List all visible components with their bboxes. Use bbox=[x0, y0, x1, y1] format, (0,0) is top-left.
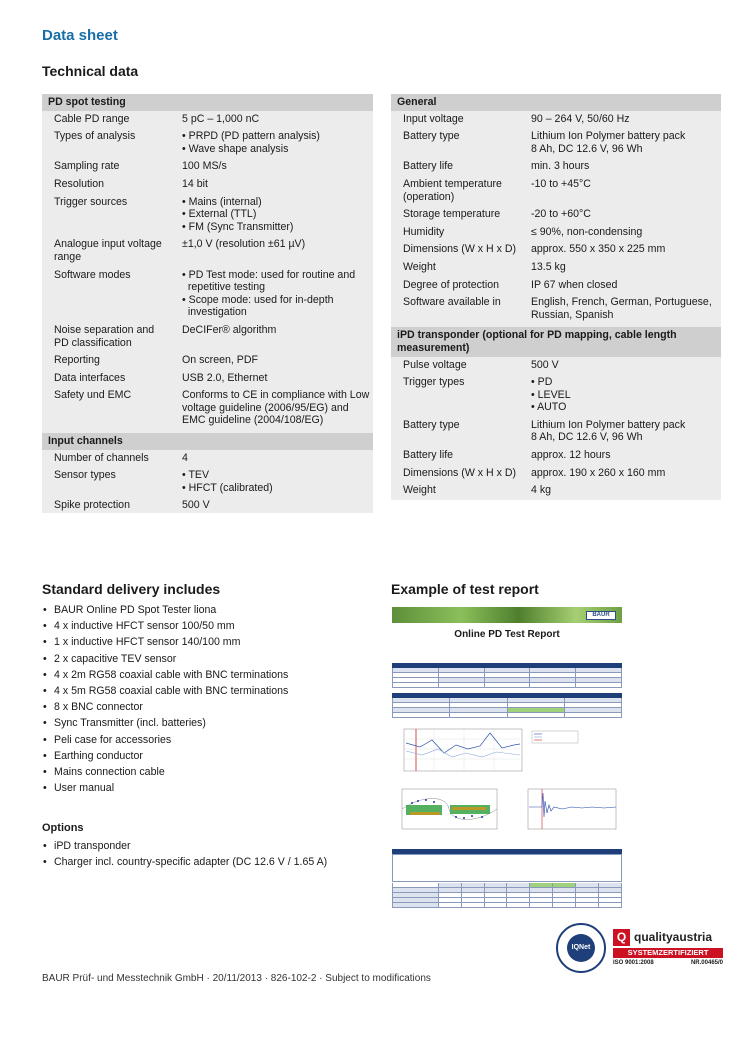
spec-row bbox=[391, 206, 721, 224]
list-item: • 4 x 2m RG58 coaxial cable with BNC terminations bbox=[42, 667, 372, 683]
list-item: • Sync Transmitter (incl. batteries) bbox=[42, 715, 372, 731]
spec-row bbox=[391, 111, 721, 129]
spec-value bbox=[531, 419, 685, 444]
spec-value bbox=[182, 324, 276, 349]
spec-value bbox=[182, 469, 273, 494]
spec-label: Software available in bbox=[403, 296, 501, 309]
spec-value-line: investigation bbox=[182, 306, 247, 319]
qualityaustria-name: qualityaustria bbox=[634, 930, 713, 944]
spec-value-line: ±1,0 V (resolution ±61 µV) bbox=[182, 238, 306, 251]
ipd-transponder-rows bbox=[391, 357, 721, 500]
spec-value-line: 90 – 264 V, 50/60 Hz bbox=[531, 112, 630, 125]
pd-spot-testing-rows bbox=[42, 111, 373, 430]
spec-value bbox=[531, 113, 630, 126]
spec-label: Noise separation and PD classification bbox=[54, 323, 155, 349]
test-report-heading: Example of test report bbox=[391, 581, 539, 597]
spec-value bbox=[182, 130, 320, 155]
iso-label: ISO 9001:2008 bbox=[613, 960, 654, 966]
spec-value bbox=[182, 269, 355, 319]
spec-row bbox=[391, 176, 721, 206]
spec-row bbox=[391, 128, 721, 158]
list-item: • Peli case for accessories bbox=[42, 732, 372, 748]
spec-row bbox=[42, 467, 373, 497]
spec-value-line: 4 kg bbox=[531, 484, 552, 497]
right-spec-panel bbox=[391, 94, 721, 500]
spec-value bbox=[531, 449, 611, 462]
spec-label: Sampling rate bbox=[54, 160, 120, 173]
spec-label: Resolution bbox=[54, 177, 105, 190]
spec-label: Spike protection bbox=[54, 499, 130, 512]
spec-row bbox=[42, 497, 373, 515]
spec-row bbox=[391, 482, 721, 500]
spec-row bbox=[391, 447, 721, 465]
spec-value-line: English, French, German, Portuguese, bbox=[531, 296, 712, 309]
spec-value-line: 500 V bbox=[182, 499, 210, 512]
list-item: • 1 x inductive HFCT sensor 140/100 mm bbox=[42, 634, 372, 650]
spec-value-line: 8 Ah, DC 12.6 V, 96 Wh bbox=[531, 142, 643, 155]
spec-value bbox=[531, 467, 665, 480]
spec-row bbox=[42, 387, 373, 430]
options-heading: Options bbox=[42, 822, 84, 834]
list-item: • 2 x capacitive TEV sensor bbox=[42, 651, 372, 667]
spec-label: Storage temperature bbox=[403, 208, 501, 221]
spec-label: Ambient temperature (operation) bbox=[403, 177, 502, 203]
systemzertifiziert-band: SYSTEMZERTIFIZIERT bbox=[613, 948, 723, 958]
spec-value-line: • Scope mode: used for in-depth bbox=[182, 293, 334, 306]
spec-value-line: • LEVEL bbox=[531, 388, 571, 401]
spec-value-line: • HFCT (calibrated) bbox=[182, 481, 273, 494]
list-item: • Mains connection cable bbox=[42, 764, 372, 780]
spec-value bbox=[531, 208, 591, 221]
spec-value bbox=[531, 279, 617, 292]
spec-value bbox=[531, 261, 566, 274]
spec-label: Pulse voltage bbox=[403, 358, 467, 371]
qualityaustria-q-icon: Q bbox=[613, 929, 630, 946]
spec-value-line: Lithium Ion Polymer battery pack bbox=[531, 130, 686, 143]
spec-value bbox=[531, 226, 642, 239]
spec-value-line: DeCIFer® algorithm bbox=[182, 323, 277, 336]
spec-row bbox=[391, 224, 721, 242]
spec-label: Degree of protection bbox=[403, 278, 499, 291]
spec-value-line: • PD Test mode: used for routine and bbox=[182, 268, 356, 281]
report-banner bbox=[392, 607, 622, 623]
spec-value-line: EMC guideline (2004/108/EG) bbox=[182, 414, 324, 427]
spec-value bbox=[182, 113, 259, 126]
spec-value-line: ≤ 90%, non-condensing bbox=[531, 225, 643, 238]
list-item: • Earthing conductor bbox=[42, 748, 372, 764]
input-channels-rows bbox=[42, 450, 373, 515]
spec-row bbox=[42, 111, 373, 129]
spec-row bbox=[391, 158, 721, 176]
spec-value bbox=[182, 196, 293, 234]
spec-value bbox=[531, 296, 712, 321]
spec-row bbox=[391, 357, 721, 375]
spec-row bbox=[42, 128, 373, 158]
spec-value bbox=[182, 238, 305, 263]
spec-value-line: approx. 190 x 260 x 160 mm bbox=[531, 466, 666, 479]
spec-value bbox=[182, 389, 369, 427]
spec-row bbox=[391, 374, 721, 417]
spec-value bbox=[182, 452, 188, 465]
spec-value bbox=[531, 160, 589, 173]
spec-value bbox=[182, 160, 227, 173]
spec-label: Battery life bbox=[403, 449, 454, 462]
general-rows bbox=[391, 111, 721, 325]
spec-value-line: • TEV bbox=[182, 469, 210, 482]
spec-label: Weight bbox=[403, 484, 436, 497]
list-item: • 8 x BNC connector bbox=[42, 699, 372, 715]
spec-value-line: • PRPD (PD pattern analysis) bbox=[182, 130, 320, 143]
spec-value-line: • AUTO bbox=[531, 401, 567, 414]
spec-row bbox=[391, 417, 721, 447]
left-spec-panel bbox=[42, 94, 373, 513]
spec-label: Cable PD range bbox=[54, 112, 130, 125]
list-item: • iPD transponder bbox=[42, 838, 372, 854]
spec-value-line: IP 67 when closed bbox=[531, 278, 618, 291]
spec-label: Safety und EMC bbox=[54, 389, 132, 402]
spec-value-line: repetitive testing bbox=[182, 281, 266, 294]
spec-label: Sensor types bbox=[54, 469, 116, 482]
list-item: • BAUR Online PD Spot Tester liona bbox=[42, 602, 372, 618]
spec-value-line: approx. 12 hours bbox=[531, 449, 611, 462]
spec-value-line: min. 3 hours bbox=[531, 160, 590, 173]
spec-row bbox=[42, 370, 373, 388]
list-item: • 4 x inductive HFCT sensor 100/50 mm bbox=[42, 618, 372, 634]
spec-row bbox=[391, 241, 721, 259]
spec-value bbox=[182, 354, 258, 367]
spec-value-line: 13.5 kg bbox=[531, 260, 566, 273]
list-item: • 4 x 5m RG58 coaxial cable with BNC terminations bbox=[42, 683, 372, 699]
list-item: • Charger incl. country-specific adapter (DC 12.6 V / 1.65 A) bbox=[42, 854, 372, 870]
spec-label: Battery life bbox=[403, 160, 454, 173]
baur-logo: BAUR bbox=[586, 611, 616, 620]
spec-value bbox=[182, 499, 210, 512]
spec-value-line: • Wave shape analysis bbox=[182, 142, 289, 155]
test-report-thumbnail bbox=[392, 607, 622, 909]
spec-row bbox=[391, 465, 721, 483]
spec-value bbox=[182, 178, 208, 191]
pd-spot-testing-header: PD spot testing bbox=[42, 94, 373, 111]
general-header: General bbox=[391, 94, 721, 111]
qualityaustria-certificate bbox=[613, 929, 723, 973]
spec-label: Data interfaces bbox=[54, 371, 126, 384]
report-test-details-table bbox=[392, 693, 622, 718]
spec-value-line: 5 pC – 1,000 nC bbox=[182, 112, 260, 125]
input-channels-header: Input channels bbox=[42, 433, 373, 450]
footer: BAUR Prüf- und Messtechnik GmbH · 20/11/2013 · 826-102-2 · Subject to modifications bbox=[42, 973, 431, 984]
spec-value-line: • PD bbox=[531, 376, 553, 389]
spec-label: Trigger types bbox=[403, 376, 465, 389]
spec-value bbox=[531, 376, 571, 414]
spec-row bbox=[42, 158, 373, 176]
spec-value-line: USB 2.0, Ethernet bbox=[182, 371, 268, 384]
list-item: • User manual bbox=[42, 780, 372, 796]
spec-value bbox=[531, 359, 559, 372]
page-title: Data sheet bbox=[42, 27, 118, 44]
spec-row bbox=[42, 236, 373, 266]
spec-value-line: On screen, PDF bbox=[182, 354, 258, 367]
spec-value-line: • External (TTL) bbox=[182, 208, 257, 221]
spec-row bbox=[42, 176, 373, 194]
spec-label: Battery type bbox=[403, 418, 460, 431]
spec-value bbox=[531, 178, 591, 203]
certificate-number: NR.00465/0 bbox=[690, 960, 723, 966]
report-asset-table bbox=[392, 663, 622, 688]
spec-value-line: -20 to +60°C bbox=[531, 208, 591, 221]
spec-label: Dimensions (W x H x D) bbox=[403, 466, 517, 479]
spec-label: Trigger sources bbox=[54, 195, 128, 208]
spec-value-line: • Mains (internal) bbox=[182, 195, 262, 208]
spec-row bbox=[42, 194, 373, 237]
spec-label: Input voltage bbox=[403, 112, 464, 125]
spec-value bbox=[531, 130, 685, 155]
report-title: Online PD Test Report bbox=[454, 629, 560, 640]
spec-value-line: 4 bbox=[182, 451, 188, 464]
spec-row bbox=[42, 352, 373, 370]
report-trend-chart bbox=[392, 727, 622, 787]
spec-row bbox=[391, 277, 721, 295]
spec-label: Battery type bbox=[403, 130, 460, 143]
spec-value-line: 8 Ah, DC 12.6 V, 96 Wh bbox=[531, 431, 643, 444]
report-comments-box bbox=[392, 849, 622, 882]
spec-label: Types of analysis bbox=[54, 130, 136, 143]
spec-value bbox=[182, 372, 267, 385]
technical-data-heading: Technical data bbox=[42, 63, 139, 79]
spec-value-line: • FM (Sync Transmitter) bbox=[182, 220, 294, 233]
options-list bbox=[42, 838, 372, 870]
spec-label: Software modes bbox=[54, 268, 131, 281]
spec-row bbox=[391, 259, 721, 277]
spec-value bbox=[531, 243, 665, 256]
spec-label: Analogue input voltage range bbox=[54, 238, 162, 263]
spec-value-line: -10 to +45°C bbox=[531, 177, 591, 190]
spec-value-line: approx. 550 x 350 x 225 mm bbox=[531, 243, 666, 256]
spec-row bbox=[391, 294, 721, 324]
iqnet-logo-text: IQNet bbox=[567, 934, 595, 962]
spec-row bbox=[42, 267, 373, 322]
spec-value-line: 100 MS/s bbox=[182, 160, 227, 173]
spec-value-line: voltage guideline (2006/95/EG) and bbox=[182, 401, 349, 414]
spec-label: Number of channels bbox=[54, 451, 149, 464]
spec-label: Weight bbox=[403, 260, 436, 273]
spec-value-line: Conforms to CE in compliance with Low bbox=[182, 389, 370, 402]
report-prpd-and-waveform-charts bbox=[392, 787, 622, 847]
ipd-transponder-header: iPD transponder (optional for PD mapping, cable length measurement) bbox=[391, 327, 721, 356]
iqnet-certificate-seal bbox=[556, 923, 606, 973]
spec-value-line: Lithium Ion Polymer battery pack bbox=[531, 418, 686, 431]
delivery-heading: Standard delivery includes bbox=[42, 581, 221, 597]
report-results-table bbox=[392, 883, 622, 908]
spec-row bbox=[42, 322, 373, 352]
spec-row bbox=[42, 450, 373, 468]
spec-label: Dimensions (W x H x D) bbox=[403, 243, 517, 256]
spec-value-line: Russian, Spanish bbox=[531, 308, 614, 321]
spec-label: Humidity bbox=[403, 225, 445, 238]
spec-value bbox=[531, 484, 551, 497]
spec-value-line: 14 bit bbox=[182, 177, 208, 190]
delivery-list bbox=[42, 602, 372, 796]
spec-label: Reporting bbox=[54, 354, 100, 367]
spec-value-line: 500 V bbox=[531, 358, 559, 371]
